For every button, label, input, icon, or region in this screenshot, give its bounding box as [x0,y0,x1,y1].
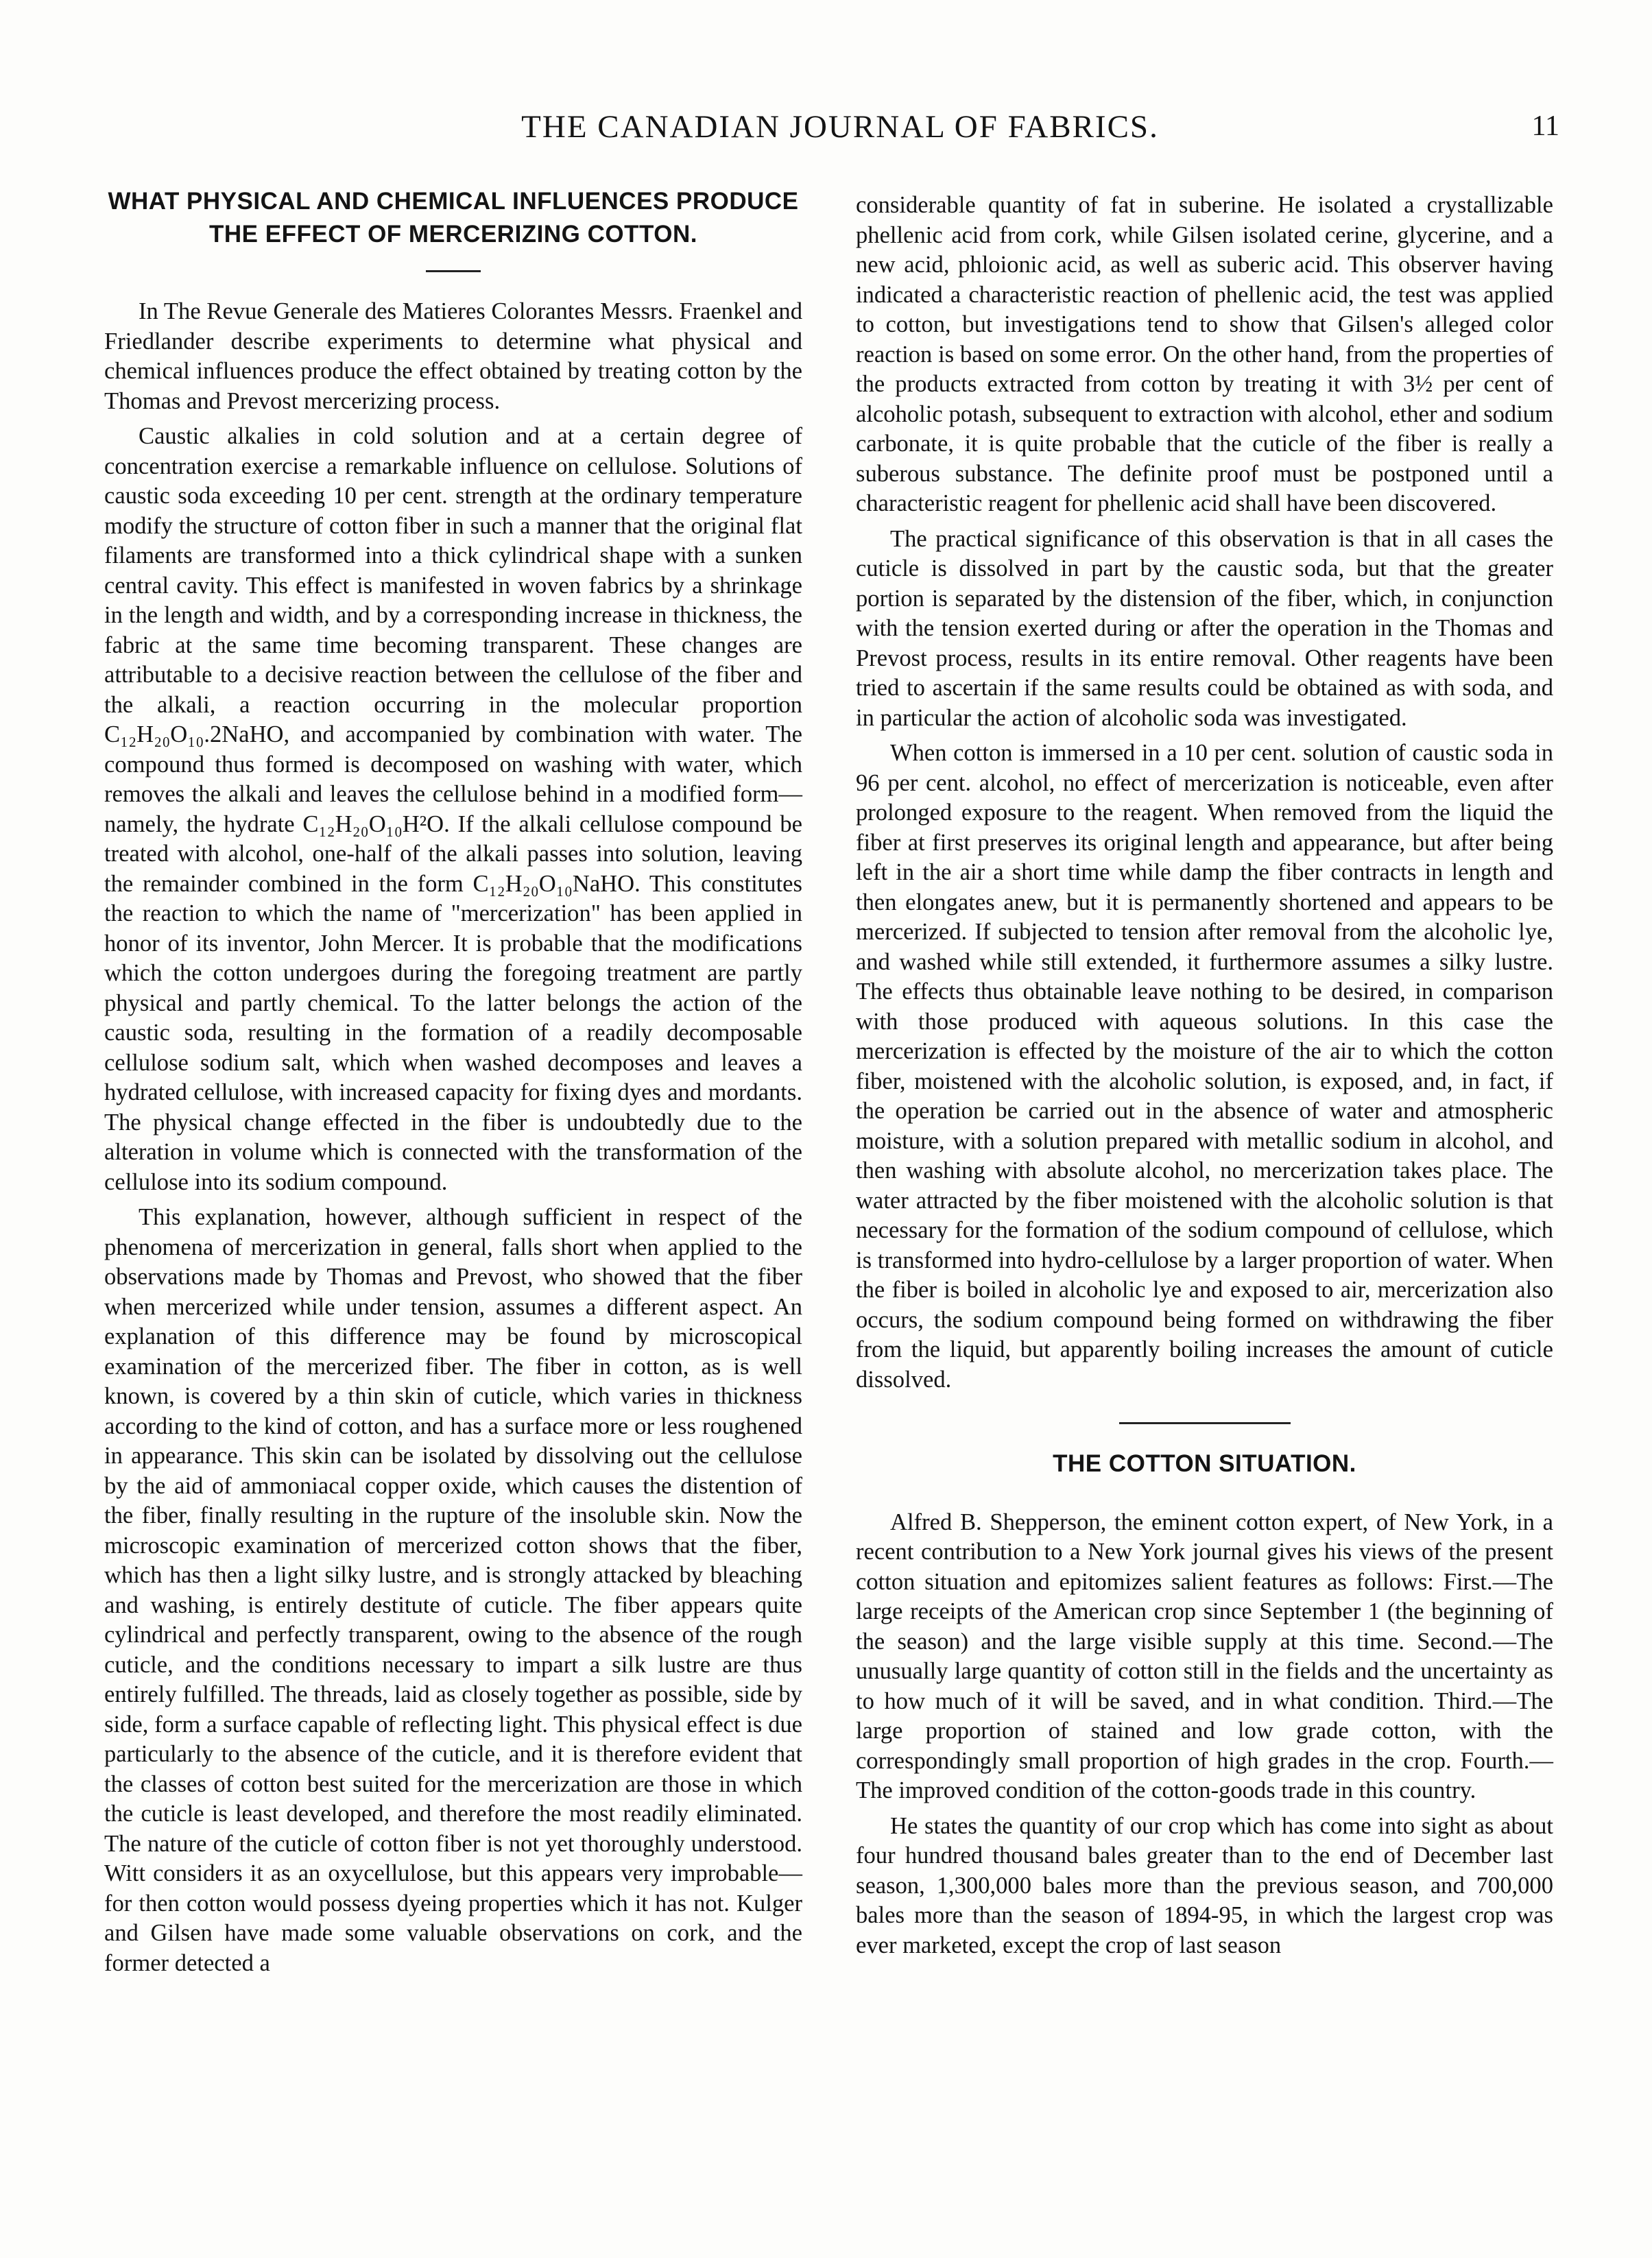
section-divider-rule [1119,1422,1291,1424]
article-paragraph-2: Caustic alkalies in cold solution and at a certain degree of concentration exercise a remarkable influence on cellulose. Solutions of caustic soda exceeding 10 per cent. strength at the ordinary temperature modify the structure of cotton fiber in such a manner that the original flat filaments are transformed into a thick cylindrical shape with a sunken central cavity. This effect is manifested in woven fabrics by a shrinkage in the length and width, and by a corresponding increase in thickness, the fabric at the same time becoming transparent. These changes are attributable to a decisive reaction between the cellulose of the fiber and the alkali, a reaction occurring in the molecular proportion C₁₂H₂₀O₁₀.2NaHO, and accompanied by combination with water. The compound thus formed is decomposed on washing with water, which removes the alkali and leaves the cellulose behind in a modified form—namely, the hydrate C₁₂H₂₀O₁₀H²O. If the alkali cellulose compound be treated with alcohol, one-half of the alkali passes into solution, leaving the remainder combined in the form C₁₂H₂₀O₁₀NaHO. This constitutes the reaction to which the name of "mercerization" has been applied in honor of its inventor, John Mercer. It is probable that the modifications which the cotton undergoes during the foregoing treatment are partly physical and partly chemical. To the latter belongs the action of the caustic soda, resulting in the formation of a readily decomposable cellulose sodium salt, which when washed decomposes and leaves a hydrated cellulose, with increased capacity for fixing dyes and mordants. The physical change effected in the fiber is undoubtedly due to the alteration in volume which is connected with the transformation of the cellulose into its sodium compound. [104,423,802,1195]
cotton-paragraph-1: Alfred B. Shepperson, the eminent cotton expert, of New York, in a recent contribution to a New York journal gives his views of the present cotton situation and epitomizes salient features as follows: First.—The large receipts of the American crop since September 1 (the beginning of the season) and the large visible supply at this time. Second.—The unusually large quantity of cotton still in the fields and the uncertainty as to how much of it will be saved, and in what condition. Third.—The large proportion of stained and low grade cotton, with the correspondingly small proportion of high grades in the crop. Fourth.—The improved condition of the cotton-goods trade in this country. [856,1509,1553,1803]
headline-line-1: WHAT PHYSICAL AND CHEMICAL INFLUENCES PRODUCE [108,188,799,215]
article-paragraph-6: When cotton is immersed in a 10 per cent. solution of caustic soda in 96 per cent. alcohol, no effect of mercerization is noticeable, even after prolonged exposure to the reagent. When removed from the liquid the fiber at first preserves its original length and appearance, but after being left in the air a short time while damp the fiber contracts in length and then elongates anew, but it is permanently shortened and appears to be mercerized. If subjected to tension after removal from the alcoholic lye, and washed while still extended, it furthermore assumes a silky lustre. The effects thus obtainable leave nothing to be desired, in comparison with those produced with aqueous solutions. In this case the mercerization is effected by the moisture of the air to which the cotton fiber, moistened with the alcoholic solution, is exposed, and, in fact, if the operation be carried out in the absence of water and atmospheric moisture, with a solution prepared with metallic sodium in alcohol, and then washing with absolute alcohol, no mercerization takes place. The water attracted by the fiber moistened with the alcoholic solution is that necessary for the formation of the sodium compound of cellulose, which is transformed into hydro-cellulose by a larger proportion of water. When the fiber is boiled in alcoholic lye and exposed to air, mercerization also occurs, the sodium compound being formed on withdrawing the fiber from the liquid, but apparently boiling increases the amount of cuticle dissolved. [856,740,1553,1393]
journal-title: THE CANADIAN JOURNAL OF FABRICS. [521,109,1159,145]
page-number: 11 [1531,110,1559,142]
right-column [856,191,1553,1960]
article-paragraph-3: This explanation, however, although sufficient in respect of the phenomena of mercerization in general, falls short when applied to the observations made by Thomas and Prevost, who showed that the fiber when mercerized while under tension, assumes a different aspect. An explanation of this difference may be found by microscopical examination of the mercerized fiber. The fiber in cotton, as is well known, is covered by a thin skin of cuticle, which varies in thickness according to the kind of cotton, and has a surface more or less roughened in appearance. This skin can be isolated by dissolving out the cellulose by the aid of ammoniacal copper oxide, which causes the distention of the fiber, finally resulting in the rupture of the insoluble skin. Now the microscopic examination of mercerized cotton shows that the fiber, which has then a light silky lustre, and is strongly attacked by bleaching and washing, is entirely destitute of cuticle. The fiber appears quite cylindrical and perfectly transparent, owing to the absence of the rough cuticle, and the conditions necessary to impart a silk lustre are thus entirely fulfilled. The threads, laid as closely together as possible, side by side, form a surface capable of reflecting light. This physical effect is due particularly to the absence of the cuticle, and it is therefore evident that the classes of cotton best suited for the mercerization are those in which the cuticle is least developed, and therefore the most readily eliminated. The nature of the cuticle of cotton fiber is not yet thoroughly understood. Witt considers it as an oxycellulose, but this appears very improbable—for then cotton would possess dyeing properties which it has not. Kulger and Gilsen have made some valuable observations on cork, and the former detected a [104,1204,802,1976]
page-header [0,108,1652,149]
article-paragraph-1: In The Revue Generale des Matieres Colorantes Messrs. Fraenkel and Friedlander describe experiments to determine what physical and chemical influences produce the effect obtained by treating cotton by the Thomas and Prevost mercerizing process. [104,298,802,414]
left-column [104,185,802,1978]
article-paragraph-4-continued: considerable quantity of fat in suberine. He isolated a crystallizable phellenic acid from cork, while Gilsen isolated cerine, glycerine, and a new acid, phloionic acid, as well as suberic acid. This observer having indicated a characteristic reaction of phellenic acid, the test was applied to cotton, but investigations tend to show that Gilsen's alleged color reaction is based on some error. On the other hand, from the properties of the products extracted from cotton by treating it with 3½ per cent of alcoholic potash, subsequent to extraction with alcohol, ether and sodium carbonate, it is quite probable that the cuticle of the fiber is really a suberous substance. The definite proof must be postponed until a characteristic reagent for phellenic acid shall have been discovered. [856,192,1553,516]
headline-rule [426,270,481,272]
cotton-paragraph-2: He states the quantity of our crop which has come into sight as about four hundred thousand bales greater than to the end of December last season, 1,300,000 bales more than the previous season, and 700,000 bales more than the season of 1894-95, in which the largest crop was ever marketed, except the crop of last season [856,1812,1553,1958]
article-headline [104,185,802,251]
headline-line-2: THE EFFECT OF MERCERIZING COTTON. [209,221,697,248]
article-paragraph-5: The practical significance of this observation is that in all cases the cuticle is dissolved in part by the caustic soda, but that the greater portion is separated by the distension of the fiber, which, in conjunction with the tension exerted during or after the operation in the Thomas and Prevost process, results in its entire removal. Other reagents have been tried to ascertain if the same results could be obtained as with soda, and in particular the action of alcoholic soda was investigated. [856,525,1553,731]
cotton-situation-title: THE COTTON SITUATION. [1053,1450,1356,1477]
